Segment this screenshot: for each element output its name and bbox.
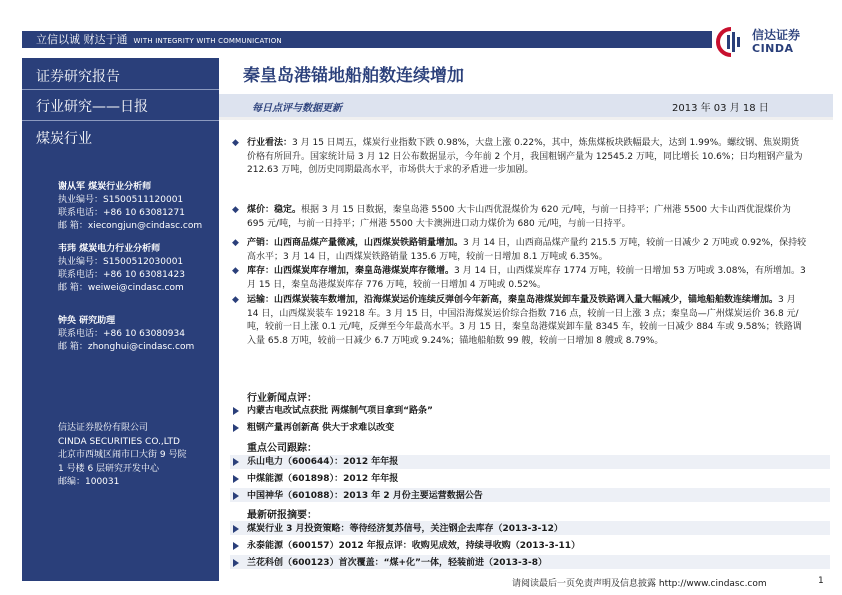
news-link[interactable]: 粗钢产量再创新高 供大于求难以改变 [247, 423, 395, 433]
sidebar-divider [22, 120, 219, 121]
company-tracking-heading: 重点公司跟踪： [247, 443, 317, 454]
company-postcode: 邮编：100031 [58, 477, 120, 487]
price-label: 煤价：稳定。 [247, 205, 302, 215]
arrow-bullet-icon [233, 492, 239, 500]
analyst-license: 执业编号：S1500511120001 [58, 195, 184, 205]
slogan-en: WITH INTEGRITY WITH COMMUNICATION [133, 37, 282, 45]
analyst-phone: 联系电话：+86 10 63081271 [58, 208, 185, 218]
page-number: 1 [818, 576, 824, 586]
company-link[interactable]: 中国神华（601088）：2013 年 2 月份主要运营数据公告 [247, 491, 483, 501]
research-summary-heading: 最新研报摘要： [247, 510, 317, 521]
analyst-email: 邮 箱：weiwei@cindasc.com [58, 283, 184, 293]
arrow-bullet-icon [233, 542, 239, 550]
analyst-name: 韦玮 煤炭电力行业分析师 [58, 244, 161, 254]
diamond-bullet-icon: ◆ [232, 266, 239, 276]
analyst-name: 钟奂 研究助理 [58, 316, 116, 326]
company-name-cn: 信达证券股份有限公司 [58, 423, 149, 433]
sidebar-section-industry: 煤炭行业 [36, 131, 92, 147]
company-link[interactable]: 乐山电力（600644）：2012 年年报 [247, 457, 399, 467]
price-text: 根据 3 月 15 日数据，秦皇岛港 5500 大卡山西优混煤价为 620 元/吨，与前一日持平；广州港 5500 大卡山西优混煤价为 695 元/吨，与前一日持平；广州港 5500 大卡澳洲进口动力煤价为 680 元/吨，与前一日持平。 [247, 205, 791, 229]
arrow-bullet-icon [233, 525, 239, 533]
sidebar-section-report-category: 行业研究——日报 [36, 99, 148, 115]
arrow-bullet-icon [233, 458, 239, 466]
analyst-license: 执业编号：S1500512030001 [58, 257, 184, 267]
transport-paragraph [247, 294, 807, 348]
analyst-phone: 联系电话：+86 10 63081423 [58, 270, 185, 280]
diamond-bullet-icon: ◆ [232, 295, 239, 305]
transport-text: 3 月 14 日，山西煤炭装车 19218 车。3 月 15 日，中国沿海煤炭运价综合指数 716 点，较前一日上涨 3 点；秦皇岛—广州煤炭运价 36.8 元/吨，较前一日上涨 0.1 元/吨，反弹至今年最高水平。3 月 15 日，秦皇岛港煤炭卸车量 8345 车，较前一日减少 884 车或 9.58%；铁路调入量 65.8 万吨，较前一日减少 6.7 万吨或 9.24%；锚地船舶数 99 艘，较前一日增加 8 艘或 8.79%。 [247, 295, 802, 346]
slogan-cn: 立信以诚 财达于通 [36, 33, 128, 46]
page-title: 秦皇岛港锚地船舶数连续增加 [243, 66, 464, 86]
company-address-line: 北京市西城区闹市口大街 9 号院 [58, 450, 187, 460]
research-link[interactable]: 煤炭行业 3 月投资策略：等待经济复苏信号，关注钢企去库存（2013-3-12） [247, 524, 563, 534]
analyst-phone: 联系电话：+86 10 63080934 [58, 329, 185, 339]
company-logo-icon [716, 27, 746, 57]
arrow-bullet-icon [233, 407, 239, 415]
arrow-bullet-icon [233, 475, 239, 483]
news-link[interactable]: 内蒙古电改试点获批 两煤制气项目拿到“路条” [247, 406, 433, 416]
industry-view-label: 行业看法： [247, 138, 293, 148]
output-label: 产销：山西商品煤产量微减，山西煤炭铁路销量增加。 [247, 238, 464, 248]
industry-news-heading: 行业新闻点评： [247, 393, 317, 404]
price-paragraph [247, 204, 807, 231]
logo-text-en: CINDA [752, 42, 794, 55]
arrow-bullet-icon [233, 424, 239, 432]
sidebar-divider [22, 89, 219, 90]
research-link[interactable]: 兰花科创（600123）首次覆盖：“煤+化”一体，轻装前进（2013-3-8） [247, 558, 547, 568]
industry-view-text: 3 月 15 日周五，煤炭行业指数下跌 0.98%，大盘上涨 0.22%，其中，炼焦煤板块跌幅最大，达到 1.99%。螺纹钢、焦炭期货价格有所回升。国家统计局 3 月 12 日公布数据显示，今年前 2 个月，我国粗钢产量为 12545.2 万吨，同比增长 10.6%；日均粗钢产量为 212.63 万吨，创历史同期最高水平，市场供大于求的矛盾进一步加剧。 [247, 138, 803, 175]
stock-text: 3 月 14 日，山西煤炭库存 1774 万吨，较前一日增加 53 万吨或 3.08%，有所增加。3 月 15 日，秦皇岛港煤炭库存 776 万吨，较前一日增加 4 万吨或 0.52%。 [247, 266, 806, 290]
report-date: 2013 年 03 月 18 日 [672, 103, 769, 114]
industry-view-paragraph [247, 137, 807, 178]
logo-text-cn: 信达证券 [752, 28, 801, 42]
diamond-bullet-icon: ◆ [232, 205, 239, 215]
slogan [36, 31, 282, 48]
stock-label: 库存：山西煤炭库存增加，秦皇岛港煤炭库存微增。 [247, 266, 455, 276]
company-link[interactable]: 中煤能源（601898）：2012 年年报 [247, 474, 399, 484]
header-divider [219, 117, 833, 120]
diamond-bullet-icon: ◆ [232, 238, 239, 248]
arrow-bullet-icon [233, 559, 239, 567]
footer-disclaimer[interactable]: 请阅读最后一页免责声明及信息披露 http://www.cindasc.com [512, 579, 767, 589]
sidebar-section-report-type: 证券研究报告 [36, 69, 120, 85]
analyst-email: 邮 箱：zhonghui@cindasc.com [58, 342, 195, 352]
report-subtitle: 每日点评与数据更新 [252, 103, 342, 114]
transport-label: 运输：山西煤炭装车数增加，沿海煤炭运价连续反弹创今年新高，秦皇岛港煤炭卸车量及铁路调入量大幅减少，锚地船舶数连续增加。 [247, 295, 779, 305]
company-address-line: 1 号楼 6 层研究开发中心 [58, 463, 160, 474]
stock-paragraph [247, 265, 807, 292]
output-text: 3 月 14 日，山西商品煤产量约 215.5 万吨，较前一日减少 2 万吨或 0.92%，保持较高水平；3 月 14 日，山西煤炭铁路销量 135.6 万吨，较前一日增加 8.1 万吨或 6.35%。 [247, 238, 807, 262]
output-paragraph [247, 237, 807, 264]
analyst-email: 邮 箱：xiecongjun@cindasc.com [58, 221, 203, 231]
company-name-en: CINDA SECURITIES CO.,LTD [58, 436, 180, 447]
company-address [58, 422, 186, 490]
diamond-bullet-icon: ◆ [232, 138, 239, 148]
analyst-name: 谢从军 煤炭行业分析师 [58, 182, 152, 192]
research-link[interactable]: 永泰能源（600157）2012 年报点评：收购见成效，持续寻收购（2013-3-11） [247, 541, 581, 551]
